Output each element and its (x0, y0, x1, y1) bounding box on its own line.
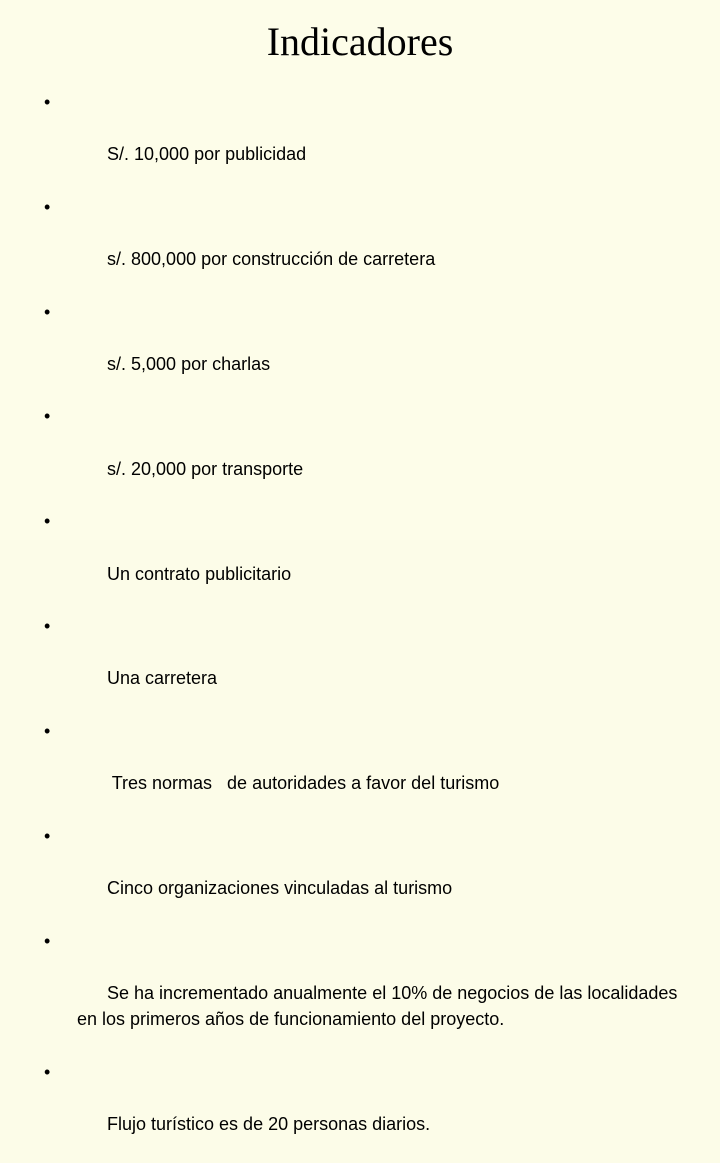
list-item (44, 194, 684, 299)
list-item (44, 613, 684, 718)
list-item (44, 299, 684, 404)
list-item-text: Un contrato publicitario (107, 563, 292, 584)
bullet-icon: • (44, 930, 51, 951)
list-item-text: s/. 800,000 por construcción de carretera (107, 249, 436, 270)
bullet-icon: • (44, 301, 51, 322)
bullet-icon: • (44, 511, 51, 532)
list-item (44, 1059, 684, 1163)
list-item (44, 718, 684, 823)
list-item-text: Tres normas de autoridades a favor del turismo (107, 773, 500, 794)
bullet-icon: • (44, 616, 51, 637)
slide-title: Indicadores (266, 19, 454, 64)
bullet-icon: • (44, 92, 51, 112)
list-item-text: Cinco organizaciones vinculadas al turismo (107, 878, 453, 899)
list-item (44, 823, 684, 928)
list-item-text: Flujo turístico es de 20 personas diarios. (107, 1113, 431, 1134)
bullet-icon: • (44, 406, 51, 427)
list-item (44, 928, 684, 1059)
bullet-list (44, 89, 684, 1163)
bullet-icon: • (44, 1061, 51, 1082)
list-item-text: s/. 5,000 por charlas (107, 354, 271, 375)
bullet-icon: • (44, 825, 51, 846)
list-item (44, 508, 684, 613)
bullet-icon: • (44, 720, 51, 741)
list-item-text: Se ha incrementado anualmente el 10% de negocios de las localidades en los primeros años de funcionamiento del proyecto. (77, 982, 683, 1030)
list-item (44, 89, 684, 194)
bullet-icon: • (44, 196, 51, 217)
list-item-text: S/. 10,000 por publicidad (107, 144, 307, 165)
list-item-text: Una carretera (107, 668, 218, 689)
list-item-text: s/. 20,000 por transporte (107, 458, 304, 479)
list-item (44, 403, 684, 508)
